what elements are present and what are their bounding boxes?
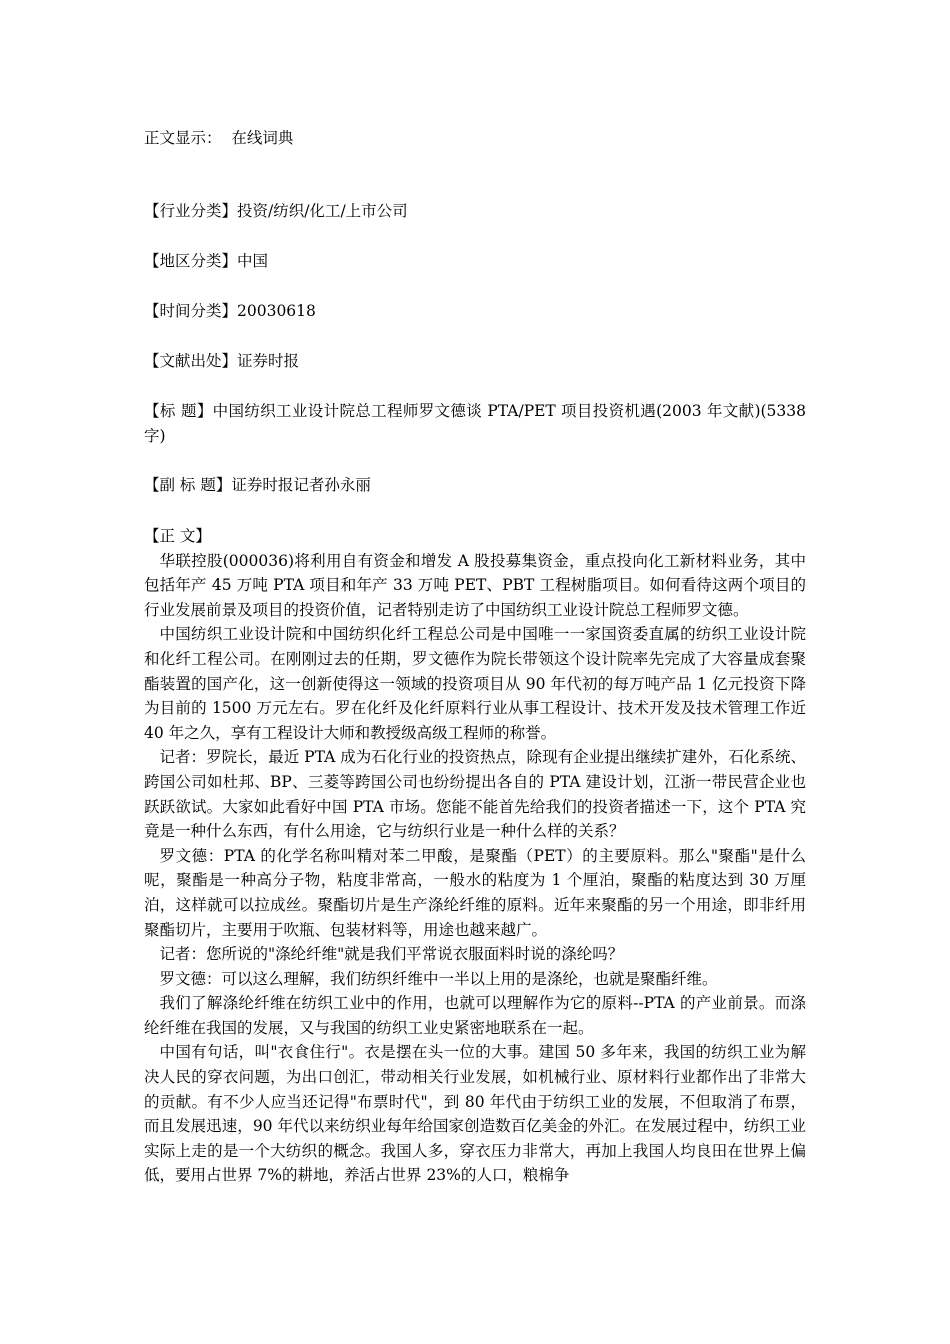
- body-paragraph: 中国有句话，叫"衣食住行"。衣是摆在头一位的大事。建国 50 多年来，我国的纺织工业为解决人民的穿衣问题，为出口创汇，带动相关行业发展，如机械行业、原材料行业都作出了非常大的贡献。有不少人应当还记得"布票时代"，到 80 年代由于纺织工业的发展，不但取消了布票，而且发展迅速，90 年代以来纺织业每年给国家创造数百亿美金的外汇。在发展过程中，纺织工业实际上走的是一个大纺织的概念。我国人多，穿衣压力非常大，再加上我国人均良田在世界上偏低，要用占世界 7%的耕地，养活占世界 23%的人口，粮棉争: [144, 1043, 806, 1185]
- document-subtitle: 【副 标 题】证券时报记者孙永丽: [144, 476, 371, 494]
- article-body: [144, 524, 806, 1188]
- body-paragraph: 记者：您所说的"涤纶纤维"就是我们平常说衣服面料时说的涤纶吗？: [159, 945, 624, 964]
- industry-category: 【行业分类】投资/纺织/化工/上市公司: [144, 202, 408, 220]
- region-category: 【地区分类】中国: [144, 252, 269, 270]
- body-paragraph: 罗文德：PTA 的化学名称叫精对苯二甲酸，是聚酯（PET）的主要原料。那么"聚酯"是什么呢，聚酯是一种高分子物，粘度非常高，一般水的粘度为 1 个厘泊，聚酯的粘度达到 30 万厘泊，这样就可以拉成丝。聚酯切片是生产涤纶纤维的原料。近年来聚酯的另一个用途，即非纤用聚酯切片，主要用于吹瓶、包装材料等，用途也越来越广。: [144, 846, 806, 939]
- body-paragraph: 罗文德：可以这么理解，我们纺织纤维中一半以上用的是涤纶，也就是聚酯纤维。: [159, 969, 718, 988]
- body-paragraph: 记者：罗院长，最近 PTA 成为石化行业的投资热点，除现有企业提出继续扩建外，石化系统、跨国公司如杜邦、BP、三菱等跨国公司也纷纷提出各自的 PTA 建设计划，江浙一带民营企业也跃跃欲试。大家如此看好中国 PTA 市场。您能不能首先给我们的投资者描述一下，这个 PTA 究竟是一种什么东西，有什么用途，它与纺织行业是一种什么样的关系？: [144, 748, 806, 841]
- body-heading: 【正 文】: [144, 527, 211, 545]
- online-dictionary-link[interactable]: 在线词典: [231, 129, 294, 147]
- body-paragraph: 华联控股(000036)将利用自有资金和增发 A 股投募集资金，重点投向化工新材料业务，其中包括年产 45 万吨 PTA 项目和年产 33 万吨 PET、PBT 工程树脂项目。如何看待这两个项目的行业发展前景及项目的投资价值，记者特别走访了中国纺织工业设计院总工程师罗文德。: [144, 551, 806, 619]
- date-category: 【时间分类】20030618: [144, 302, 316, 320]
- body-paragraph: 中国纺织工业设计院和中国纺织化纤工程总公司是中国唯一一家国资委直属的纺织工业设计院和化纤工程公司。在刚刚过去的任期，罗文德作为院长带领这个设计院率先完成了大容量成套聚酯装置的国产化，这一创新使得这一领域的投资项目从 90 年代初的每万吨产品 1 亿元投资下降为目前的 1500 万元左右。罗在化纤及化纤原料行业从事工程设计、技术开发及技术管理工作近 40 年之久，享有工程设计大师和教授级高级工程师的称誉。: [144, 625, 806, 742]
- document-title: 【标 题】中国纺织工业设计院总工程师罗文德谈 PTA/PET 项目投资机遇(2003 年文献)(5338 字): [144, 402, 806, 445]
- document-source: 【文献出处】证券时报: [144, 352, 300, 370]
- display-label: 正文显示：: [144, 129, 222, 147]
- body-paragraph: 我们了解涤纶纤维在纺织工业中的作用，也就可以理解作为它的原料--PTA 的产业前景。而涤纶纤维在我国的发展，又与我国的纺织工业史紧密地联系在一起。: [144, 994, 806, 1037]
- display-header: [144, 127, 293, 149]
